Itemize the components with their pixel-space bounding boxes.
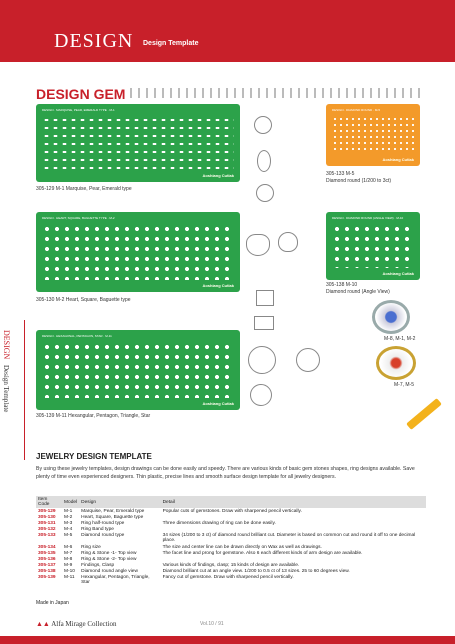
table-cell-model: M-5 (64, 533, 73, 539)
table-cell-design: Diamond round angle view (81, 569, 138, 575)
template-label: DESIGN · DIAMOND ROUND (ANGLE VIEW) · M-10 (332, 216, 404, 220)
brand-stamp: Aoshiang Cutlak (202, 173, 234, 178)
table-row (36, 575, 426, 586)
footer-brand (36, 620, 117, 628)
ring-photo (376, 346, 416, 380)
jewelry-intro: By using these jewelry templates, design drawings can be done easily and speedy. There are various kinds of basic gem stones shapes, ring designs available. Save plenty of time even experienced designers. Thin plastic, precise lines and smooth surface design template for all jewelry designers. (36, 466, 415, 480)
ring-label: M-8, M-1, M-2 (384, 336, 416, 342)
ring-photo (372, 300, 410, 334)
header-design: Design (79, 496, 160, 508)
template-m2-image (36, 212, 240, 292)
table-cell-model: M-9 (64, 563, 73, 569)
table-cell-detail: Various kinds of findings, clasp; 15 kinds of design are available. (162, 563, 300, 569)
table-cell-design: Hexangular, Pentagon, Triangle, Star (81, 575, 150, 586)
table-row (36, 533, 426, 544)
table-cell-detail: Popular cuts of gemstones. Draw with sharpened pencil vertically. (162, 508, 302, 514)
template-caption-detail: Diamond round (Angle View) (326, 289, 390, 295)
table-cell-design: Findings, Clasp (81, 563, 115, 569)
gem-sketch (278, 232, 298, 252)
template-holes (42, 116, 234, 170)
header-model: Model (62, 496, 79, 508)
table-cell-design: Ring size (81, 544, 101, 550)
template-caption: 305-130 M-2 Heart, Square, Baguette type (36, 297, 131, 303)
gem-sketch (254, 316, 274, 330)
origin-note: Made in Japan (36, 600, 69, 606)
template-label: DESIGN · DIAMOND ROUND · M-5 (332, 108, 380, 112)
table-cell-model: M-2 (64, 514, 73, 520)
template-holes (332, 116, 414, 154)
spec-table (36, 496, 426, 586)
jewelry-title: JEWELRY DESIGN TEMPLATE (36, 452, 152, 461)
gem-sketch (257, 150, 271, 172)
table-cell-model: M-4 (64, 527, 73, 533)
table-body (36, 508, 426, 586)
ring-label: M-7, M-5 (394, 382, 414, 388)
table-cell-detail: Fancy cut of gemstone. Draw with sharpened pencil vertically. (162, 575, 294, 581)
table-cell-design: Ring half-round type (81, 520, 125, 526)
table-cell-model: M-7 (64, 550, 73, 556)
table-cell-detail: The size and center line can be drawn directly on Wax as well as drawings. (162, 544, 322, 550)
table-cell-design: Ring & Stone -2- Top view (81, 556, 137, 562)
side-label (2, 330, 16, 450)
table-cell-design: Ring & Stone -1- Top view (81, 550, 137, 556)
brand-stamp: Aoshiang Cutlak (382, 271, 414, 276)
page-header (0, 0, 455, 62)
template-caption: 305-133 M-5 (326, 171, 355, 177)
template-holes (42, 224, 234, 280)
pencil-image (406, 398, 442, 430)
table-cell-item: 305-134 (38, 544, 56, 550)
table-cell-design: Heart, Square, Baguette type (81, 514, 144, 520)
template-caption: 305-129 M-1 Marquise, Pear, Emerald type (36, 186, 132, 192)
table-cell-detail: Diamond brilliant cut at an angle view. 1/200 to 0.5 ct of 13 sizes. 25 to 60 degrees view. (162, 569, 350, 575)
template-caption-detail: Diamond round (1/200 to 3ct) (326, 178, 392, 184)
table-cell-item: 305-129 (38, 508, 56, 514)
template-label: DESIGN · MARQUISE, PEAR, EMERALD TYPE · M-1 (42, 108, 115, 112)
table-cell-item: 305-139 (38, 575, 56, 581)
template-m1-image (36, 104, 240, 182)
section-heading: DESIGN GEM (36, 86, 126, 102)
template-label: DESIGN · HEART, SQUARE, BAGUETTE TYPE · M-2 (42, 216, 115, 220)
template-label: DESIGN · HEXAGONAL, PENTAGON, STAR · M-11 (42, 334, 112, 338)
decorative-bars (130, 88, 420, 98)
table-cell-model: M-10 (64, 569, 75, 575)
table-cell-item: 305-130 (38, 514, 56, 520)
template-m11-image (36, 330, 240, 410)
gem-sketch (256, 290, 274, 306)
page-title: DESIGN (54, 30, 134, 52)
side-label-design: DESIGN (2, 330, 11, 360)
table-cell-model: M-6 (64, 544, 73, 550)
gem-sketch (254, 116, 272, 134)
footer-bar (0, 636, 455, 644)
side-divider (24, 320, 25, 460)
gem-sketch (250, 384, 272, 406)
gem-sketch (248, 346, 276, 374)
template-m10-image (326, 212, 420, 280)
table-cell-item: 305-135 (38, 550, 56, 556)
template-caption: 305-139 M-11 Hexangular, Pentagon, Triangle, Star (36, 413, 151, 419)
template-holes (42, 342, 234, 398)
table-cell-model: M-1 (64, 508, 73, 514)
footer-brand-text: Alfa Mirage Collection (51, 620, 117, 628)
table-cell-item: 305-137 (38, 563, 56, 569)
table-cell-design: Marquise, Pear, Emerald type (81, 508, 145, 514)
gem-sketch (246, 234, 270, 256)
table-cell-design: Ring Band type (81, 527, 114, 533)
template-m5-image (326, 104, 420, 166)
page-subtitle: Design Template (143, 40, 199, 47)
gem-sketch (256, 184, 274, 202)
table-cell-item: 305-132 (38, 527, 56, 533)
footer-volume: Vol.10 / 91 (200, 621, 224, 627)
table-cell-model: M-3 (64, 520, 73, 526)
table-cell-design: Diamond round type (81, 533, 125, 539)
table-cell-model: M-8 (64, 556, 73, 562)
table-cell-item: 305-136 (38, 556, 56, 562)
header-item-code: Item Code (36, 496, 62, 508)
table-cell-item: 305-131 (38, 520, 56, 526)
table-cell-detail: The facet line and prong for gemstone. Also 6 each different kinds of arm design are available. (162, 550, 363, 556)
gem-sketch (296, 348, 320, 372)
table-cell-model: M-11 (64, 575, 75, 581)
table-cell-detail: 34 sizes (1/200 to 3 ct) of diamond round brilliant cut. Diameter is based on common cut and round it off to one decimal place. (162, 533, 416, 544)
side-label-template: Design Template (2, 365, 10, 413)
table-cell-item: 305-138 (38, 569, 56, 575)
brand-stamp: Aoshiang Cutlak (202, 283, 234, 288)
template-caption: 305-138 M-10 (326, 282, 358, 288)
table-cell-detail: Three dimensions drawing of ring can be done easily. (162, 520, 276, 526)
template-holes (332, 224, 414, 268)
brand-logo-icon: ▲▲ (36, 620, 50, 628)
table-header-row (36, 496, 426, 508)
header-detail: Detail (161, 496, 426, 508)
table-cell-item: 305-133 (38, 533, 56, 539)
brand-stamp: Aoshiang Cutlak (382, 157, 414, 162)
brand-stamp: Aoshiang Cutlak (202, 401, 234, 406)
